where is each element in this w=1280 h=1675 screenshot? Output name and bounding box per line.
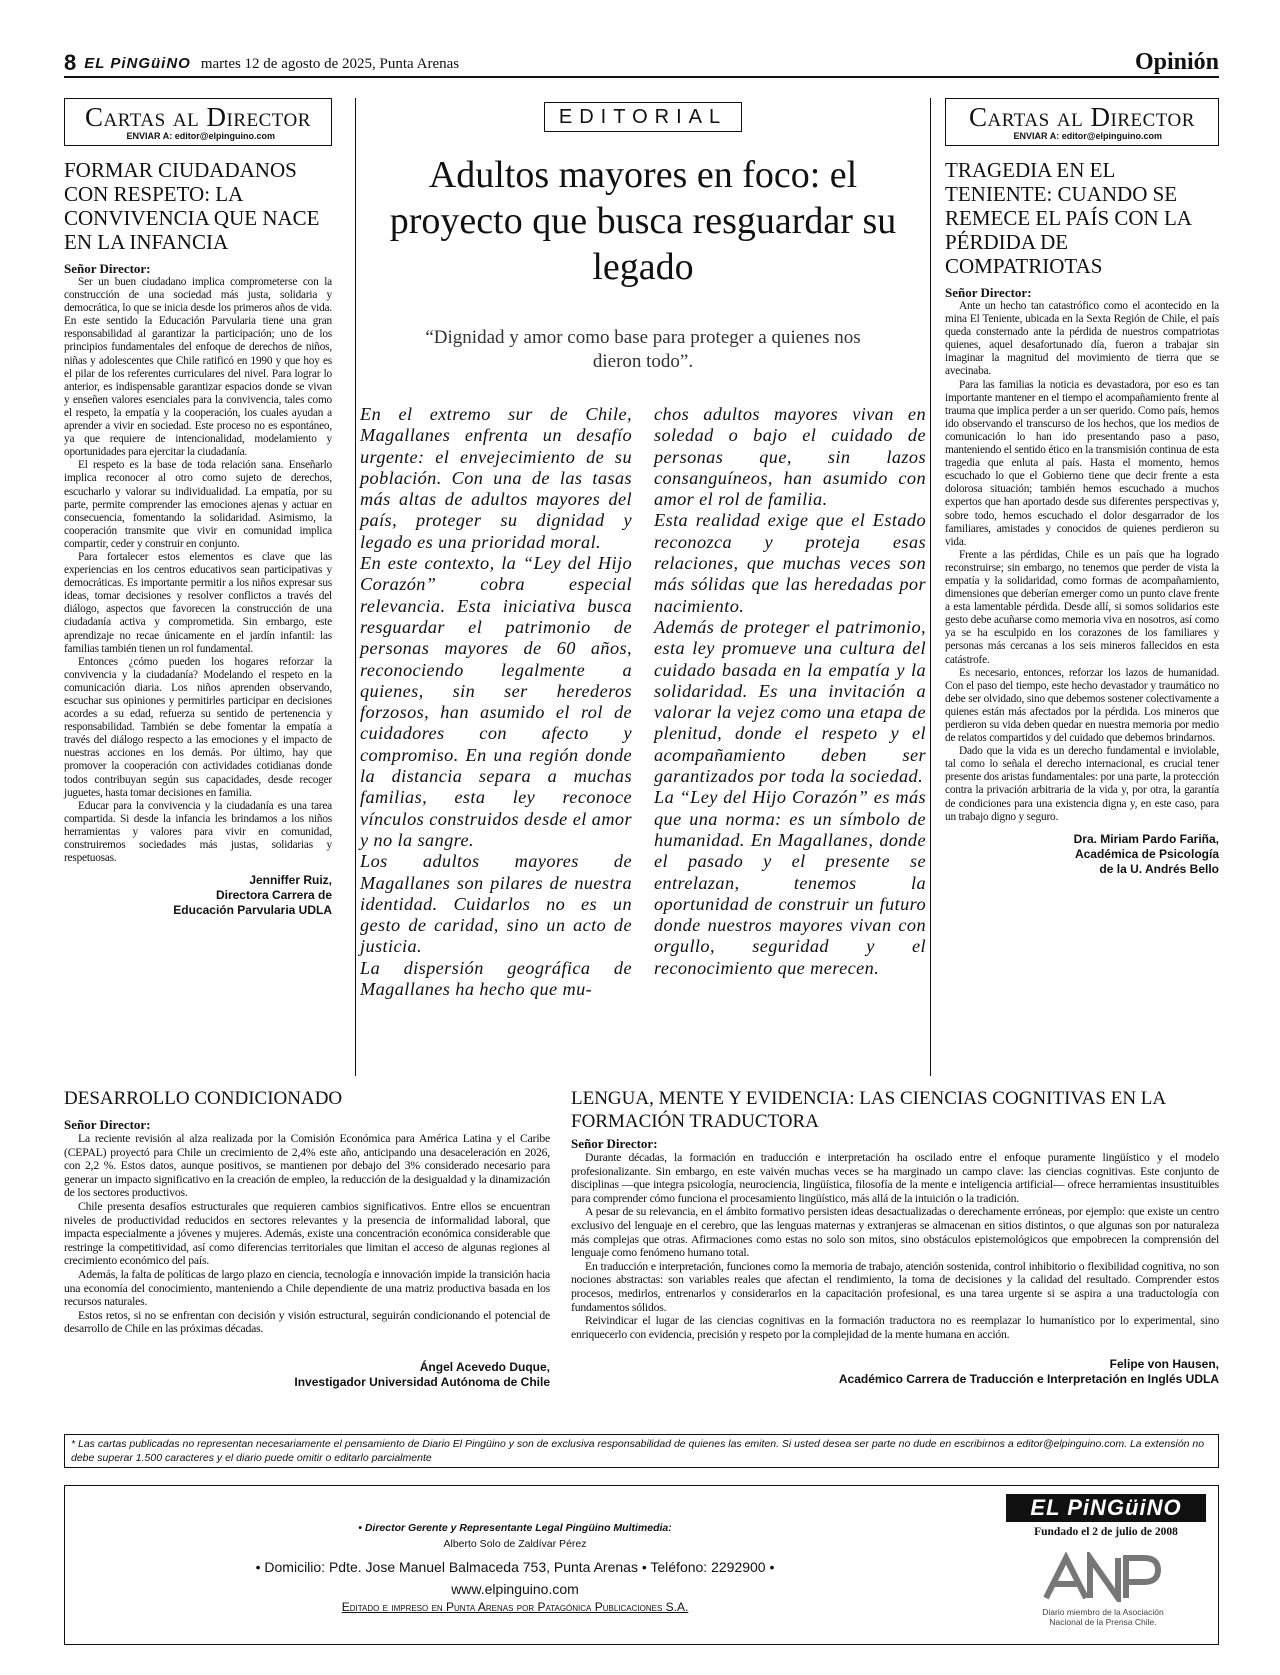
signature xyxy=(571,1357,1219,1387)
paragraph: El respeto es la base de toda relación sana. Enseñarlo implica reconocer al otro como sujeto de derechos, escucharlo y valorar su individualidad. La empatía, por su parte, permite comprender las emociones ajenas y actuar en consecuencia, fomentando la solidaridad. Asimismo, la cooperación transmite que vivir en comunidad implica compartir, ceder y construir en conjunto. xyxy=(64,459,332,550)
salutation: Señor Director: xyxy=(64,261,151,276)
editorial-column-2 xyxy=(654,404,926,1000)
letter-title: TRAGEDIA EN EL TENIENTE: CUANDO SE REMECE EL PAÍS CON LA PÉRDIDA DE COMPATRIOTAS xyxy=(945,158,1191,278)
paragraph: Ser un buen ciudadano implica comprometerse con la construcción de una sociedad más justa, solidaria y democrática, lo que se inicia desde los primeros años de vida. En este sentido la Educación Parvularia tiene una gran responsabilidad al garantizar la participación; uno de los principios fundamentales del enfoque de derechos de niños, niñas y adolescentes que Chile ratificó en 1990 y que hoy es el pilar de los referentes curriculares del nivel. Para lograr lo anterior, es indispensable garantizar espacios donde se vivan y enseñen valores esenciales para la convivencia, tales como el respeto, la empatía y la cooperación, los cuales ayudan a aprender a vivir en sociedad. Este proceso no es espontáneo, ya que requiere de intencionalidad, modelamiento y oportunidades para ejercitar la ciudadanía. xyxy=(64,276,332,459)
founded-date: Fundado el 2 de julio de 2008 xyxy=(1034,1526,1178,1538)
paragraph: Chile presenta desafíos estructurales que requieren cambios significativos. Entre ellos se encuentran niveles de productividad reducidos en sectores relevantes y la presencia de informalidad laboral, que impacta especialmente a jóvenes y mujeres. Además, existe una concentración económica considerable que restringe la competitividad, así como diferencias territoriales que limitan el acceso de algunas regiones al crecimiento económico del país. xyxy=(64,1199,550,1268)
editorial-quote: “Dignidad y amor como base para proteger a quienes nos dieron todo”. xyxy=(425,327,861,372)
cartas-email[interactable]: ENVIAR A: editor@elpinguino.com xyxy=(126,131,275,141)
paragraph: Para las familias la noticia es devastadora, por eso es tan importante mantener en el tiempo el acompañamiento frente al trauma que implica perder a un ser querido. Como país, hemos ido observando el transcurso de los hechos, que los medios de comunicación lo han ido presentando paso a paso, manteniendo el sentido ético en la transmisión continua de esta tragedia que enluta al país. Hasta el momento, hemos escuchado lo que el Gobierno tiene que decir frente a esta dolorosa situación; también hemos escuchado a muchos expertos que han aportado desde sus diferentes perspectivas y, sobre todo, hemos escuchado el dolor desgarrador de los familiares, amistades y conocidos de quienes perdieron su vida. xyxy=(945,378,1219,548)
letter-body xyxy=(571,1151,1219,1341)
paragraph: Ante un hecho tan catastrófico como el acontecido en la mina El Teniente, ubicada en la Sexta Región de Chile, el país queda consternado ante la pérdida de nuestros compatriotas quienes, aquel desafortunado día, fueron a trabajar sin imaginar la magnitud del movimiento de tierra que se avecinaba. xyxy=(945,300,1219,378)
cartas-box-right xyxy=(945,98,1219,146)
page-number: 8 xyxy=(64,50,77,75)
masthead-logo[interactable]: EL PiNGüiNO xyxy=(84,55,191,72)
cartas-box-left xyxy=(64,98,332,146)
editorial-body xyxy=(360,404,930,1000)
paragraph: Además, la falta de políticas de largo plazo en ciencia, tecnología e innovación impide la transición hacia una economía del conocimiento, manteniendo a Chile dependiente de una matriz productiva basada en los recursos naturales. xyxy=(64,1267,550,1309)
footer-logo: EL PiNGüiNO xyxy=(1006,1494,1206,1522)
paragraph: Para fortalecer estos elementos es clave que las experiencias en los centros educativos sean participativas y democráticas. Es importante permitir a los niños expresar sus ideas, tomar decisiones y resolver conflictos a través del diálogo, aspectos que favorecen la construcción de una ciudadanía activa y comprometida. Sin embargo, este aprendizaje no recae únicamente en el jardín infantil: las familias también tienen un rol fundamental. xyxy=(64,550,332,655)
signature-line: Académica de Psicología xyxy=(1074,846,1219,861)
paragraph: En este contexto, la “Ley del Hijo Corazón” cobra especial relevancia. Esta iniciativa busca resguardar el patrimonio de personas mayores de 60 años, reconociendo legalmente a quienes, sin ser herederos forzosos, han asumido el rol de cuidadores con afecto y compromiso. En una región donde la distancia separa a muchas familias, esta ley reconoce vínculos construidos desde el amor y no la sangre. xyxy=(360,553,632,850)
cartas-title: Cartas al Director xyxy=(85,102,311,132)
editorial-headline: Adultos mayores en foco: el proyecto que busca resguardar su legado xyxy=(389,154,897,288)
paragraph: En traducción e interpretación, funciones como la memoria de trabajo, atención sostenida, control inhibitorio o flexibilidad cognitiva, no son nociones abstractas: son variables reales que afectan el rendimiento, la toma de decisiones y la calidad del resultado. Comprender estos procesos, medirlos, entrenarlos y considerarlos en la capacitación profesional, es una tarea urgente si se aspira a una traductología con fundamentos sólidos. xyxy=(571,1259,1219,1314)
salutation: Señor Director: xyxy=(64,1117,151,1132)
paragraph: Dado que la vida es un derecho fundamental e inviolable, tal como lo señala el derecho internacional, es crucial tener presente dos aristas fundamentales: por una parte, la protección contra la privación arbitraria de la vida y, por otra, la garantía de condiciones para una existencia digna y, en este caso, para un trabajo digno y seguro. xyxy=(945,745,1219,823)
paragraph: Reivindicar el lugar de las ciencias cognitivas en la formación traductora no es reemplazar lo humanístico por lo experimental, sino enriquecerlo con evidencia, precisión y respeto por la complejidad de la mente humana en acción. xyxy=(571,1314,1219,1341)
signature xyxy=(945,832,1219,877)
cartas-title: Cartas al Director xyxy=(969,102,1195,132)
paragraph: Es necesario, entonces, reforzar los lazos de humanidad. Con el paso del tiempo, este hecho devastador y traumático no debe ser olvidado, sino que debemos sostener colectivamente a quienes están más afectados por la pérdida. Los mineros que perdieron su vida deben quedar en nuestra memoria por medio de relatos compartidos y del cuidado que debemos brindarnos. xyxy=(945,666,1219,745)
signature-line: Directora Carrera de xyxy=(215,888,332,903)
footer-credits xyxy=(215,1520,815,1615)
letter-body xyxy=(945,300,1219,824)
letter-title: LENGUA, MENTE Y EVIDENCIA: LAS CIENCIAS COGNITIVAS EN LA FORMACIÓN TRADUCTORA xyxy=(571,1088,1166,1132)
anp-badge xyxy=(1028,1552,1178,1627)
paragraph: chos adultos mayores vivan en soledad o bajo el cuidado de personas que, sin lazos consanguíneos, han asumido con amor el rol de familia. xyxy=(654,404,926,510)
signature-line: Académico Carrera de Traducción e Interpretación en Inglés UDLA xyxy=(838,1372,1219,1387)
director-name: Alberto Solo de Zaldívar Pérez xyxy=(443,1538,587,1550)
letter-bottom-left xyxy=(64,1087,550,1390)
signature-name: Jenniffer Ruiz, xyxy=(249,873,332,888)
footer-box xyxy=(64,1485,1219,1645)
letter-left xyxy=(64,98,332,918)
editorial xyxy=(355,98,931,1076)
paragraph: Frente a las pérdidas, Chile es un país que ha logrado reconstruirse; sin embargo, no tenemos que perder de vista la empatía y la solidaridad, como formas de acompañamiento, dimensiones que deberían emerger como un punto clave frente a esta lamentable pérdida. Desde allí, si somos solidarios este gesto debe acuñarse como memoria viva en nosotros, así como ya se ha esculpido en los corazones de los familiares y personas más cercanas a los seis mineros fallecidos en esta catástrofe. xyxy=(945,548,1219,666)
paragraph: La “Ley del Hijo Corazón” es más que una norma: es un símbolo de humanidad. En Magallanes, donde el pasado y el presente se entrelazan, tenemos la oportunidad de construir un futuro donde nuestros mayores vivan con orgullo, seguridad y el reconocimiento que merecen. xyxy=(654,787,926,978)
address-line[interactable]: • Domicilio: Pdte. Jose Manuel Balmaceda 753, Punta Arenas • Teléfono: 2292900 • www.elpinguino.com xyxy=(255,1559,775,1597)
paragraph: Entonces ¿cómo pueden los hogares reforzar la convivencia y la ciudadanía? Modelando el respeto en la comunicación diaria. Los niños aprenden observando, escuchar sus opiniones y permitirles participar en decisiones acordes a su edad, refuerza su sentido de pertenencia y responsabilidad. También se debe fomentar la empatía a través del diálogo respecto a las emociones y el impacto de nuestras acciones en los demás. Por último, hay que promover la cooperación con actividades cotidianas donde todos contribuyan según sus capacidades, desde recoger juguetes, hasta tomar decisiones en familia. xyxy=(64,655,332,799)
signature-line: de la U. Andrés Bello xyxy=(1099,861,1219,876)
editorial-label: EDITORIAL xyxy=(544,102,742,132)
paragraph: Educar para la convivencia y la ciudadanía es una tarea compartida. Si desde la infancia les brindamos a los niños herramientas y valores para vivir en comunidad, construiremos sociedades más justas, solidarias y respetuosas. xyxy=(64,799,332,865)
paragraph: Además de proteger el patrimonio, esta ley promueve una cultura del cuidado basada en la empatía y la solidaridad. Es una invitación a valorar la vejez como una etapa de plenitud, donde el respeto y el acompañamiento deben ser garantizados por toda la sociedad. xyxy=(654,616,926,787)
signature-line: Educación Parvularia UDLA xyxy=(173,903,332,918)
signature-name: Dra. Miriam Pardo Fariña, xyxy=(1073,831,1219,846)
paragraph: La dispersión geográfica de Magallanes ha hecho que mu- xyxy=(360,957,632,1000)
paragraph: Los adultos mayores de Magallanes son pilares de nuestra identidad. Cuidarlos no es un gesto de caridad, sino un acto de justicia. xyxy=(360,851,632,957)
signature-name: Felipe von Hausen, xyxy=(1109,1357,1219,1372)
section-title: Opinión xyxy=(1134,49,1219,75)
issue-date: martes 12 de agosto de 2025, Punta Arenas xyxy=(200,56,460,72)
paragraph: A pesar de su relevancia, en el ámbito formativo persisten ideas desactualizadas o derechamente erróneas, por ejemplo: que existe un centro exclusivo del lenguaje en el cerebro, que las lenguas maternas y extranjeras se almacenan en sitios distintos, o que algunas son por naturaleza más complejas que otras. Afirmaciones como estas no solo son mitos, sino obstáculos epistemológicos que empobrecen la comprensión del lenguaje como fenómeno humano total. xyxy=(571,1205,1219,1260)
paragraph: En el extremo sur de Chile, Magallanes enfrenta un desafío urgente: el envejecimiento de su población. Con una de las tasas más altas de adultos mayores del país, proteger su dignidad y legado es una prioridad moral. xyxy=(360,404,632,552)
anp-logo-icon xyxy=(1038,1552,1168,1602)
printed-by: Editado e impreso en Punta Arenas por Patagónica Publicaciones S.A. xyxy=(341,1600,689,1614)
letter-body xyxy=(64,276,332,865)
anp-caption: Diario miembro de la Asociación Nacional de la Prensa Chile. xyxy=(1042,1607,1164,1627)
salutation: Señor Director: xyxy=(945,285,1032,300)
salutation: Señor Director: xyxy=(571,1136,658,1151)
signature-line: Investigador Universidad Autónoma de Chile xyxy=(294,1374,550,1389)
editorial-column-1 xyxy=(360,404,632,1000)
paragraph: Esta realidad exige que el Estado reconozca y proteja esas relaciones, que muchas veces son más sólidas que las heredadas por nacimiento. xyxy=(654,510,926,616)
page-header xyxy=(64,48,1219,78)
signature xyxy=(64,873,332,918)
letter-bottom-right xyxy=(571,1087,1219,1387)
cartas-email[interactable]: ENVIAR A: editor@elpinguino.com xyxy=(1013,131,1162,141)
letter-title: DESARROLLO CONDICIONADO xyxy=(64,1088,343,1109)
disclaimer: * Las cartas publicadas no representan necesariamente el pensamiento de Diario El Pingüino y son de exclusiva responsabilidad de quienes las emiten. Si usted desea ser parte no dude en escribirnos a editor@elpinguino.com. La extensión no debe superar 1.500 caracteres y el diario puede omitir o editarlo parcialmente xyxy=(64,1434,1219,1468)
letter-right xyxy=(945,98,1219,877)
signature-name: Ángel Acevedo Duque, xyxy=(419,1359,550,1374)
paragraph: La reciente revisión al alza realizada por la Comisión Económica para América Latina y el Caribe (CEPAL) proyectó para Chile un crecimiento de 2,4% este año, anticipando una desaceleración en 2026, con 2,2 %. Estos datos, aunque positivos, se mantienen por debajo del 3% considerado necesario para generar un impacto significativo en la creación de empleo, la reducción de la desigualdad y la dinamización de los sectores productivos. xyxy=(64,1132,550,1200)
paragraph: Estos retos, si no se enfrentan con decisión y visión estructural, seguirán condicionando el potencial de desarrollo de Chile en las próximas décadas. xyxy=(64,1308,550,1336)
paragraph: Durante décadas, la formación en traducción e interpretación ha oscilado entre el enfoque puramente lingüístico y el modelo profesionalizante. Sin embargo, en este vaivén muchas veces se ha marginado un campo clave: las ciencias cognitivas. Este conjunto de disciplinas —que integra psicología, neurociencia, lingüística, filosofía de la mente e inteligencia artificial— ofrece herramientas insustituibles para comprender cómo funciona el procesamiento lingüístico, más allá de la intuición o la tradición. xyxy=(571,1151,1219,1205)
letter-title: FORMAR CIUDADANOS CON RESPETO: LA CONVIVENCIA QUE NACE EN LA INFANCIA xyxy=(64,158,320,254)
director-label: • Director Gerente y Representante Legal Pingüino Multimedia: xyxy=(358,1522,672,1534)
letter-body xyxy=(64,1132,550,1336)
signature xyxy=(64,1360,550,1390)
